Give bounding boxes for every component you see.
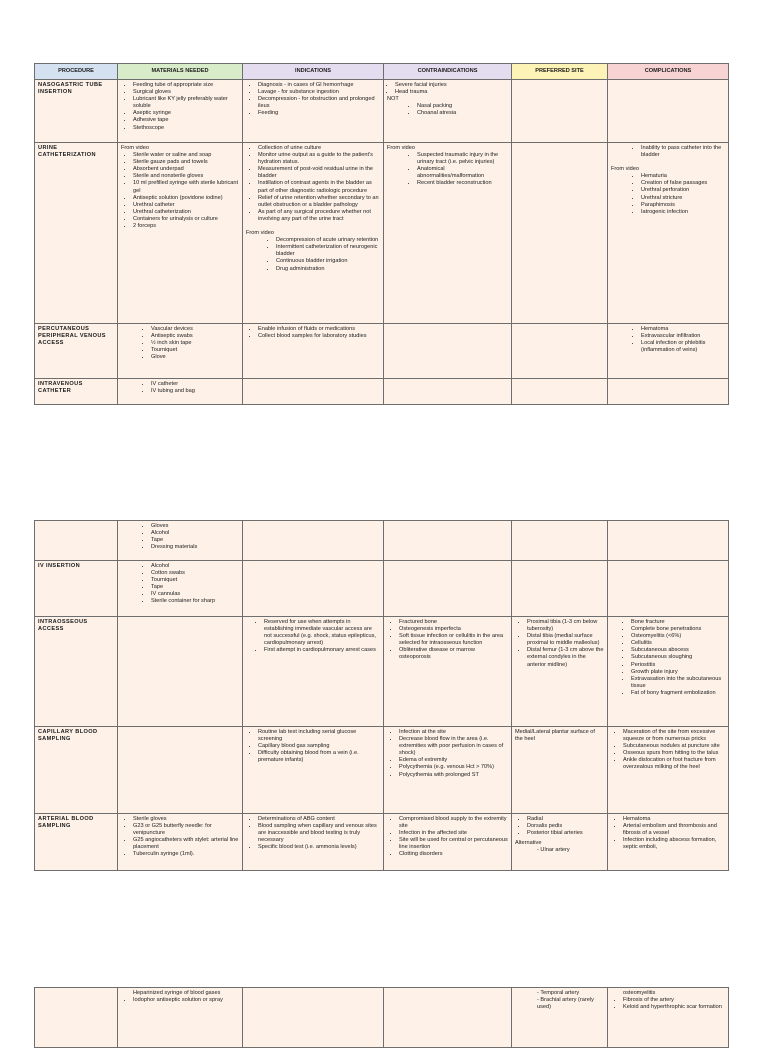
- materials-cell: [118, 561, 243, 617]
- header-indications: INDICATIONS: [243, 64, 384, 80]
- list-item: • First attempt in cardiopulmonary arrest cases: [264, 647, 380, 654]
- list-item: • Fibrosis of the artery: [623, 997, 725, 1004]
- indications-cell: [243, 80, 384, 143]
- preferred-site-cell: [512, 814, 608, 871]
- list-item: • Dorsalis pedis: [527, 823, 604, 830]
- list-item: • Creation of false passages: [641, 180, 725, 187]
- indications-cell: [243, 617, 384, 727]
- list-item: • Cellulitis: [631, 640, 725, 647]
- list-item: • Diagnosis - in cases of GI hemorrhage: [258, 82, 380, 89]
- list-item: • Osteogenesis imperfecta: [399, 626, 508, 633]
- contraindications-cell: [384, 988, 512, 1048]
- list-item: • Subcutaneous sloughing: [631, 654, 725, 661]
- list-item: • Lavage - for substance ingestion: [258, 89, 380, 96]
- list-item: • Tourniquet: [151, 577, 239, 584]
- list-item: • Urethral stricture: [641, 195, 725, 202]
- procedure-name: PERCUTANEOUS PERIPHERAL VENOUS ACCESS: [35, 324, 118, 379]
- list-item: • Alcohol: [151, 563, 239, 570]
- list-item: • Measurement of post-void residual urine in the bladder: [258, 166, 380, 180]
- procedure-name: ARTERIAL BLOOD SAMPLING: [35, 814, 118, 871]
- materials-cell: [118, 988, 243, 1048]
- list-item: • Dressing materials: [151, 544, 239, 551]
- list-item: • Infection at the site: [399, 729, 508, 736]
- list-item: • Paraphimosis: [641, 202, 725, 209]
- list-item: • Decompression - for obstruction and prolonged ileus: [258, 96, 380, 110]
- list-item: • Posterior tibial arteries: [527, 830, 604, 837]
- contraindications-cell: [384, 727, 512, 814]
- list-item: • Extravascular infiltration: [641, 333, 725, 340]
- alternative-label: Alternative: [515, 840, 542, 847]
- list-item: • Inability to pass catheter into the bladder: [641, 145, 725, 159]
- list-item: • Continuous bladder irrigation: [276, 258, 380, 265]
- list-item: • Radial: [527, 816, 604, 823]
- list-item: • Collect blood samples for laboratory studies: [258, 333, 380, 340]
- list-item: • Bone fracture: [631, 619, 725, 626]
- contraindications-cell: [384, 617, 512, 727]
- list-item: • Cotton swabs: [151, 570, 239, 577]
- list-item: • As part of any surgical procedure whether not involving any part of the urine tract: [258, 209, 380, 223]
- from-video-label: From video: [246, 230, 274, 237]
- procedure-name: NASOGASTRIC TUBE INSERTION: [35, 80, 118, 143]
- site-text: Medial/Lateral plantar surface of the heel: [515, 729, 595, 743]
- list-item: • Decompression of acute urinary retention: [276, 237, 380, 244]
- table-row: [35, 988, 729, 1048]
- list-item: • Instillation of contrast agents in the bladder as part of other diagnostic radiologic procedure: [258, 180, 380, 194]
- materials-cell: [118, 617, 243, 727]
- list-item: • Periostitis: [631, 662, 725, 669]
- list-item: • Iatrogenic infection: [641, 209, 725, 216]
- list-item: • Urethral perforation: [641, 187, 725, 194]
- list-item: • Fat of bony fragment embolization: [631, 690, 725, 697]
- list-item: • Enable infusion of fluids or medications: [258, 326, 380, 333]
- list-item: • Absorbent underpad: [133, 166, 239, 173]
- list-item: • Sterile water or saline and soap: [133, 152, 239, 159]
- list-item: • Adhesive tape: [133, 117, 239, 124]
- list-item: • Growth plate injury: [631, 669, 725, 676]
- table-row: [35, 617, 729, 727]
- list-item: • Subcutaneous nodules at puncture site: [623, 743, 725, 750]
- preferred-site-cell: [512, 617, 608, 727]
- list-item: • Antiseptic solution (povidone iodine): [133, 195, 239, 202]
- list-item: • Feeding: [258, 110, 380, 117]
- list-item: • Choanal atresia: [417, 110, 508, 117]
- materials-cell: [118, 814, 243, 871]
- materials-continuation: Heparinized syringe of blood gases: [133, 990, 221, 996]
- list-item: • Infection in the affected site: [399, 830, 508, 837]
- list-item: • Keloid and hyperthrophic scar formation: [623, 1004, 725, 1011]
- list-item: - Ulnar artery: [537, 847, 604, 854]
- indications-cell: [243, 727, 384, 814]
- procedure-name: INTRAOSSEOUS ACCESS: [35, 617, 118, 727]
- list-item: - Temporal artery: [537, 990, 604, 997]
- list-item: • Recent bladder reconstruction: [417, 180, 508, 187]
- header-materials: MATERIALS NEEDED: [118, 64, 243, 80]
- list-item: • Sterile and nonsterile gloves: [133, 173, 239, 180]
- list-item: • Proximal tibia (1-3 cm below tuberosity): [527, 619, 604, 633]
- list-item: • Capillary blood gas sampling: [258, 743, 380, 750]
- preferred-site-cell: [512, 80, 608, 143]
- contraindications-cell: [384, 814, 512, 871]
- list-item: • Reserved for use when attempts in establishing immediate vascular access are not successful (e.g. shock, status epilepticus, cardiopulmonary arrest): [264, 619, 380, 647]
- list-item: • Hematoma: [623, 816, 725, 823]
- contraindications-cell: [384, 521, 512, 561]
- table-row: [35, 814, 729, 871]
- header-contraindications: CONTRAINDICATIONS: [384, 64, 512, 80]
- list-item: • Clotting disorders: [399, 851, 508, 858]
- complications-cell: [608, 561, 729, 617]
- list-item: • Edema of extremity: [399, 757, 508, 764]
- list-item: • Blood sampling when capillary and venous sites are inaccessible and blood testing is truly necessary: [258, 823, 380, 844]
- list-item: • Collection of urine culture: [258, 145, 380, 152]
- list-item: • Relief of urine retention whether secondary to an outlet obstruction or a bladder pathology: [258, 195, 380, 209]
- list-item: • Intermittent catheterization of neurogenic bladder: [276, 244, 380, 258]
- procedure-name: URINE CATHETERIZATION: [35, 143, 118, 324]
- complications-cell: [608, 521, 729, 561]
- list-item: • Antiseptic swabs: [151, 333, 239, 340]
- list-item: • Hematoma: [641, 326, 725, 333]
- complications-cell: [608, 324, 729, 379]
- complications-cell: [608, 379, 729, 405]
- procedures-table-1: [34, 63, 729, 405]
- list-item: • Osteomyelitis (<6%): [631, 633, 725, 640]
- list-item: • Stethoscope: [133, 125, 239, 132]
- list-item: • Soft tissue infection or cellulitis in the area selected for intraosseous function: [399, 633, 508, 647]
- list-item: • Feeding tube of appropriate size: [133, 82, 239, 89]
- complications-cell: [608, 80, 729, 143]
- header-procedure: PROCEDURE: [35, 64, 118, 80]
- list-item: • Urethral catheter: [133, 202, 239, 209]
- contraindications-cell: [384, 379, 512, 405]
- list-item: • Polycythemia (e.g. venous Hct > 70%): [399, 764, 508, 771]
- indications-cell: [243, 324, 384, 379]
- list-item: • Infection including abscess formation, septic emboli,: [623, 837, 725, 851]
- list-item: • Local infection or phlebitis (inflammation of veins): [641, 340, 725, 354]
- list-item: • Arterial embolism and thrombosis and fibrosis of a vessel: [623, 823, 725, 837]
- list-item: • Gloves: [151, 523, 239, 530]
- list-item: • Ankle dislocation or foot fracture from overzealous milking of the heel: [623, 757, 725, 771]
- list-item: • 2 forceps: [133, 223, 239, 230]
- contraindications-cell: [384, 324, 512, 379]
- list-item: • Glove: [151, 354, 239, 361]
- preferred-site-cell: [512, 988, 608, 1048]
- list-item: • Specific blood test (i.e. ammonia levels): [258, 844, 380, 851]
- procedures-table-2: [34, 520, 729, 871]
- list-item: • Sterile gauze pads and towels: [133, 159, 239, 166]
- indications-cell: [243, 814, 384, 871]
- list-item: • Vascular devices: [151, 326, 239, 333]
- list-item: • Distal femur (1-3 cm above the external condyles in the anterior midline): [527, 647, 604, 668]
- list-item: • G25 angiocatheters with stylet: arterial line placement: [133, 837, 239, 851]
- list-item: • Iodophor antiseptic solution or spray: [133, 997, 239, 1004]
- indications-cell: [243, 988, 384, 1048]
- table-row: [35, 521, 729, 561]
- preferred-site-cell: [512, 324, 608, 379]
- materials-cell: [118, 80, 243, 143]
- list-item: • Site will be used for central or percutaneous line insertion: [399, 837, 508, 851]
- contraindications-cell: [384, 143, 512, 324]
- list-item: - Brachial artery (rarely used): [537, 997, 604, 1011]
- list-item: • Tape: [151, 584, 239, 591]
- indications-cell: [243, 561, 384, 617]
- preferred-site-cell: [512, 521, 608, 561]
- list-item: • Nasal packing: [417, 103, 508, 110]
- list-item: • Distal tibia (medial surface proximal to middle malleolus): [527, 633, 604, 647]
- complications-cell: [608, 143, 729, 324]
- list-item: • Decrease blood flow in the area (i.e. extremities with poor perfusion in cases of shock): [399, 736, 508, 757]
- from-video-label: From video: [611, 166, 639, 173]
- from-video-label: From video: [387, 145, 415, 151]
- procedure-name: [35, 521, 118, 561]
- indications-cell: [243, 379, 384, 405]
- list-item: • Osseous spurs from hitting to the talus: [623, 750, 725, 757]
- procedures-table-3: [34, 987, 729, 1048]
- materials-cell: [118, 727, 243, 814]
- preferred-site-cell: [512, 727, 608, 814]
- list-item: • Sterile container for sharp: [151, 598, 239, 605]
- list-item: • Subcutaneous abscess: [631, 647, 725, 654]
- list-item: • Obliterative disease or marrow osteoporosis: [399, 647, 508, 661]
- table-row: [35, 80, 729, 143]
- procedure-name: INTRAVENOUS CATHETER: [35, 379, 118, 405]
- contraindications-cell: [384, 561, 512, 617]
- list-item: • Determinations of ABG content: [258, 816, 380, 823]
- list-item: • Difficulty obtaining blood from a vein (i.e. premature infants): [258, 750, 380, 764]
- list-item: • IV cannulas: [151, 591, 239, 598]
- header-preferred-site: PREFERRED SITE: [512, 64, 608, 80]
- list-item: • Suspected traumatic injury in the urinary tract (i.e. pelvic injuries): [417, 152, 508, 166]
- not-label: NOT: [387, 96, 399, 103]
- list-item: • Tape: [151, 537, 239, 544]
- list-item: • Extravasation into the subcutaneous tissue: [631, 676, 725, 690]
- list-item: • Fractured bone: [399, 619, 508, 626]
- list-item: • Maceration of the site from excessive squeeze or from numerous pricks: [623, 729, 725, 743]
- list-item: • Aseptic syringe: [133, 110, 239, 117]
- complications-cell: [608, 727, 729, 814]
- materials-cell: [118, 379, 243, 405]
- list-item: • Tuberculin syringe (1ml).: [133, 851, 239, 858]
- list-item: • Sterile gloves: [133, 816, 239, 823]
- list-item: • IV catheter: [151, 381, 239, 388]
- preferred-site-cell: [512, 143, 608, 324]
- list-item: • Polycythemia with prolonged ST: [399, 772, 508, 779]
- list-item: • G23 or G25 butterfly needle: for venipuncture: [133, 823, 239, 837]
- preferred-site-cell: [512, 379, 608, 405]
- list-item: • Compromised blood supply to the extremity site: [399, 816, 508, 830]
- list-item: • Containers for urinalysis or culture: [133, 216, 239, 223]
- list-item: • IV tubing and bag: [151, 388, 239, 395]
- materials-cell: [118, 143, 243, 324]
- procedure-name: [35, 988, 118, 1048]
- list-item: • ½ inch skin tape: [151, 340, 239, 347]
- complications-cell: [608, 617, 729, 727]
- procedure-name: IV INSERTION: [35, 561, 118, 617]
- materials-cell: [118, 324, 243, 379]
- header-row: [35, 64, 729, 80]
- list-item: • Surgical gloves: [133, 89, 239, 96]
- list-item: • Tourniquet: [151, 347, 239, 354]
- table-row: [35, 324, 729, 379]
- table-row: [35, 379, 729, 405]
- list-item: • Anatomical abnormalities/malformation: [417, 166, 508, 180]
- indications-cell: [243, 521, 384, 561]
- indications-cell: [243, 143, 384, 324]
- contraindications-cell: [384, 80, 512, 143]
- table-row: [35, 143, 729, 324]
- header-complications: COMPLICATIONS: [608, 64, 729, 80]
- list-item: • Routine lab test including serial glucose screening: [258, 729, 380, 743]
- list-item: • Lubricant like KY jelly preferably water soluble: [133, 96, 239, 110]
- table-row: [35, 561, 729, 617]
- list-item: • Alcohol: [151, 530, 239, 537]
- list-item: • Hematuria: [641, 173, 725, 180]
- list-item: • Drug administration: [276, 266, 380, 273]
- complications-continuation: osteomyelitis: [623, 990, 656, 996]
- preferred-site-cell: [512, 561, 608, 617]
- complications-cell: [608, 988, 729, 1048]
- from-video-label: From video: [121, 145, 149, 151]
- complications-cell: [608, 814, 729, 871]
- list-item: • Urethral catheterization: [133, 209, 239, 216]
- materials-cell: [118, 521, 243, 561]
- table-row: [35, 727, 729, 814]
- list-item: • 10 ml prefilled syringe with sterile lubricant gel: [133, 180, 239, 194]
- procedure-name: CAPILLARY BLOOD SAMPLING: [35, 727, 118, 814]
- list-item: • Head trauma: [395, 89, 508, 96]
- list-item: • Severe facial injuries: [395, 82, 508, 89]
- list-item: • Complete bone penetrations: [631, 626, 725, 633]
- list-item: • Monitor urine output as a guide to the patient's hydration status.: [258, 152, 380, 166]
